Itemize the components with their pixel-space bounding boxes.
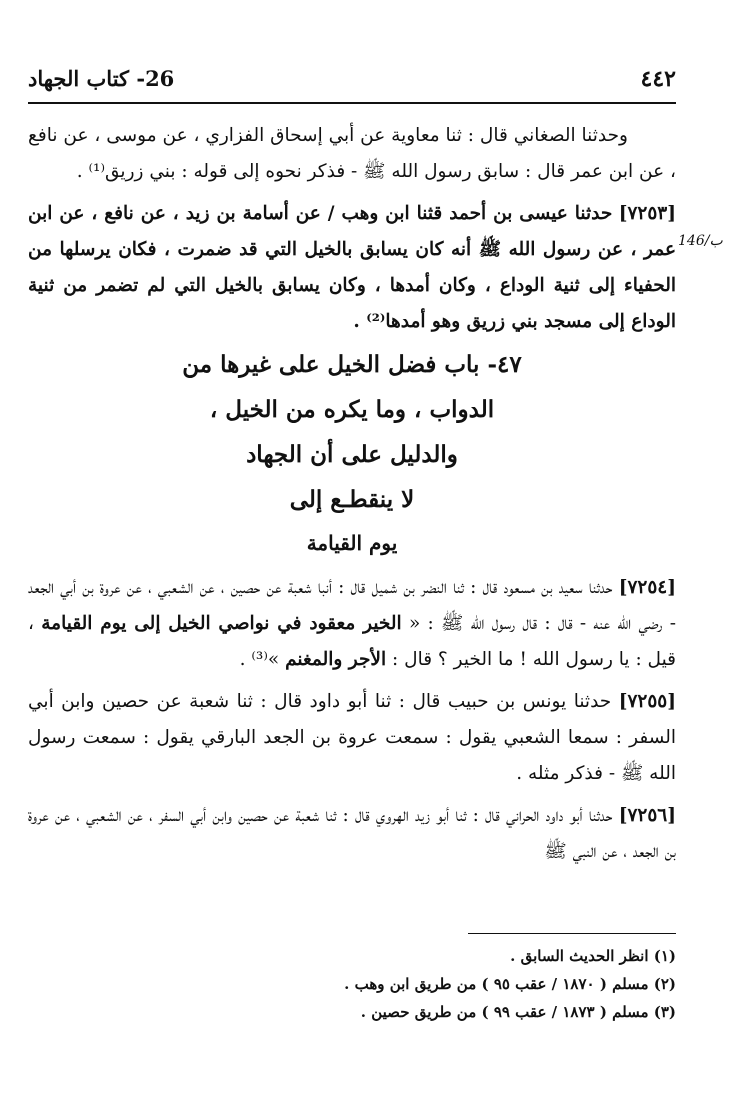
page-number: ٤٤٢ <box>640 66 676 92</box>
hadith-paragraph <box>28 196 676 340</box>
paragraph-text: وحدثنا الصغاني قال : ثنا معاوية عن أبي إسحاق الفزاري ، عن موسى ، عن نافع ، عن ابن عمر قال : سابق رسول الله ﷺ - فذكر نحوه إلى قوله : بني زريق⁽¹⁾ . <box>28 125 676 182</box>
paragraph-text: حدثنا سعيد بن مسعود قال : ثنا النضر بن شميل قال : أنبا شعبة عن حصين ، عن الشعبي ، عن عروة بن أبي الجعد - رضي الله عنه - قال : قال رسول الله ﷺ : « <box>28 577 677 634</box>
paragraph-text: ، قيل : يا رسول الله ! ما الخير ؟ قال : <box>28 613 676 670</box>
main-text <box>28 118 676 870</box>
manuscript-folio-ref: 146/ب <box>678 233 723 249</box>
chapter-heading <box>28 342 676 564</box>
chapter-line: والدليل على أن الجهاد <box>246 441 458 468</box>
chapter-line: الدواب ، وما يكره من الخيل ، <box>209 396 495 423</box>
hadith-quote: الخير معقود في نواصي الخيل إلى يوم القيامة <box>41 613 402 634</box>
book-title: 26- كتاب الجهاد <box>28 66 175 91</box>
paragraph-text: »⁽³⁾ . <box>239 649 280 670</box>
paragraph-text: حدثنا عيسى بن أحمد قثنا ابن وهب / عن أسامة بن زيد ، عن نافع ، عن ابن عمر ، عن رسول الله ﷺ أنه كان يسابق بالخيل التي قد ضمرت ، فكان يرسلها من الحفياء إلى ثنية الوداع ، وكان أمدها ، وكان يسابق بالخيل التي لم تضمر من ثنية الوداع إلى مسجد بني زريق وهو أمدها⁽²⁾ . <box>28 203 676 332</box>
footnote: (٢) مسلم ( ١٨٧٠ / عقب ٩٥ ) من طريق ابن وهب . <box>344 975 676 993</box>
page-header <box>28 62 676 104</box>
chapter-line: ٤٧- باب فضل الخيل على غيرها من <box>182 351 522 378</box>
hadith-paragraph <box>28 570 676 678</box>
hadith-paragraph <box>28 118 676 190</box>
paragraph-text: حدثنا أبو داود الحراني قال : ثنا أبو زيد الهروي قال : ثنا شعبة عن حصين وابن أبي السفر ، عن الشعبي ، عن عروة بن الجعد ، عن النبي ﷺ <box>28 805 676 862</box>
footnote: (١) انظر الحديث السابق . <box>510 947 676 965</box>
hadith-paragraph <box>28 798 676 870</box>
hadith-number: [٧٢٥٤] <box>618 577 676 598</box>
paragraph-text: حدثنا يونس بن حبيب قال : ثنا أبو داود قال : ثنا شعبة عن حصين وابن أبي السفر : سمعا الشعبي يقول : سمعت عروة بن الجعد البارقي يقول : سمعت رسول الله ﷺ - فذكر مثله . <box>28 691 676 784</box>
footnote: (٣) مسلم ( ١٨٧٣ / عقب ٩٩ ) من طريق حصين . <box>360 1003 676 1021</box>
hadith-quote: الأجر والمغنم <box>285 649 387 670</box>
chapter-line: لا ينقطـع إلى <box>289 486 415 513</box>
hadith-number: [٧٢٥٣] <box>618 203 676 224</box>
footnotes <box>28 942 676 1026</box>
hadith-number: [٧٢٥٥] <box>618 691 676 712</box>
hadith-number: [٧٢٥٦] <box>618 805 676 826</box>
hadith-paragraph <box>28 684 676 792</box>
footnote-separator <box>468 933 676 934</box>
chapter-line: يوم القيامة <box>306 531 398 555</box>
